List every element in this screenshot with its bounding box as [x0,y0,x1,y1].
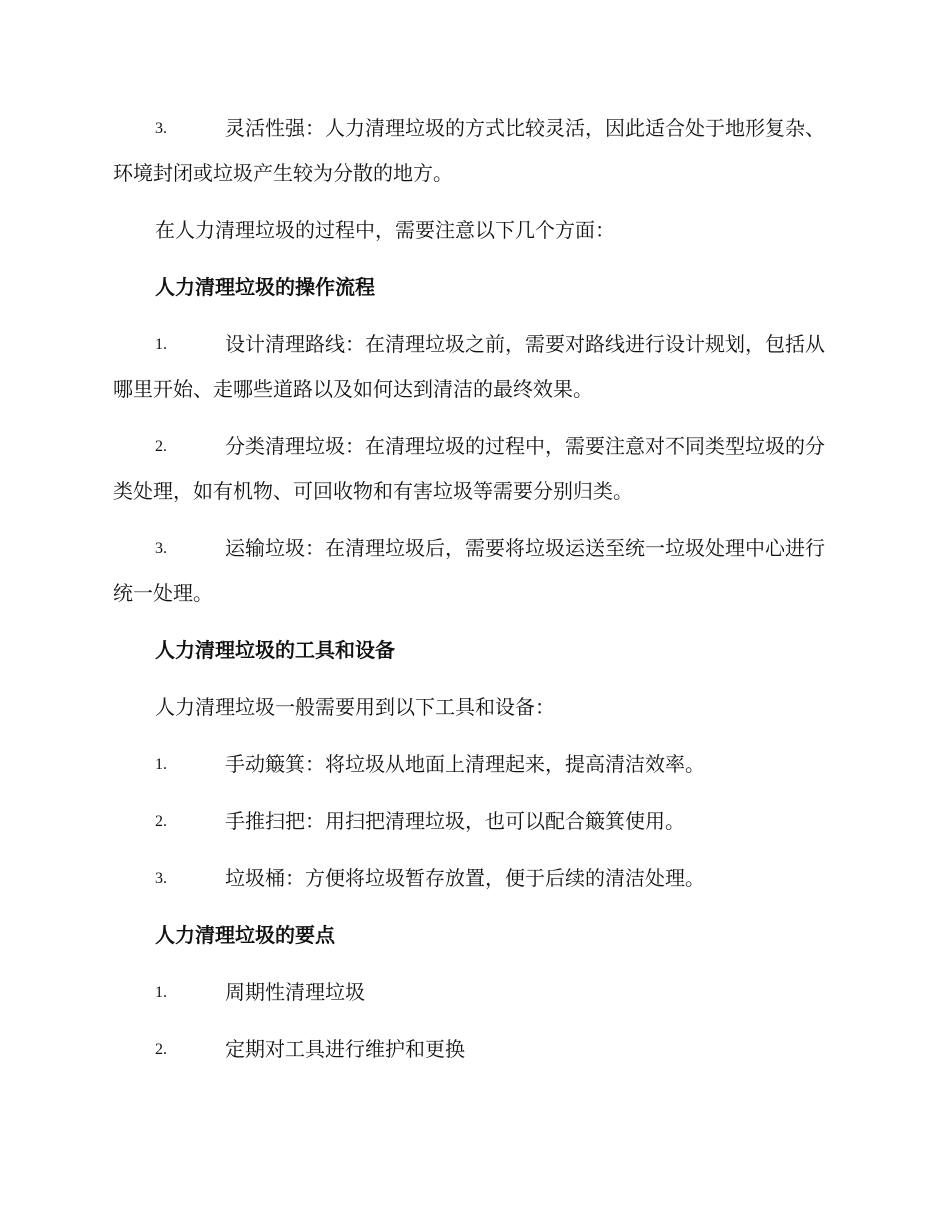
list-item-text: 垃圾桶：方便将垃圾暂存放置，便于后续的清洁处理。 [225,866,705,890]
list-number: 1. [155,336,167,353]
list-number: 2. [155,813,167,830]
list-item [113,526,835,616]
list-item-text: 运输垃圾：在清理垃圾后，需要将垃圾运送至统一垃圾处理中心进行统一处理。 [113,536,825,605]
list-item [113,970,835,1015]
paragraph: 在人力清理垃圾的过程中，需要注意以下几个方面： [155,218,615,242]
list-item-text: 手动簸箕：将垃圾从地面上清理起来，提高清洁效率。 [225,752,705,776]
list-number: 1. [155,756,167,773]
list-number: 3. [155,540,167,557]
list-item-text: 设计清理路线：在清理垃圾之前，需要对路线进行设计规划，包括从哪里开始、走哪些道路以及如何达到清洁的最终效果。 [113,332,825,401]
section-heading: 人力清理垃圾的工具和设备 [155,638,395,662]
list-item-text: 手推扫把：用扫把清理垃圾，也可以配合簸箕使用。 [225,809,685,833]
list-item-text: 灵活性强：人力清理垃圾的方式比较灵活，因此适合处于地形复杂、环境封闭或垃圾产生较为分散的地方。 [113,116,825,185]
section-heading: 人力清理垃圾的要点 [155,923,335,947]
list-number: 3. [155,120,167,137]
list-item-text: 定期对工具进行维护和更换 [225,1037,465,1061]
list-item [113,322,835,412]
list-number: 2. [155,1041,167,1058]
list-number: 2. [155,438,167,455]
list-item [113,742,835,787]
list-item-text: 分类清理垃圾：在清理垃圾的过程中，需要注意对不同类型垃圾的分类处理，如有机物、可回收物和有害垃圾等需要分别归类。 [113,434,825,503]
section-heading: 人力清理垃圾的操作流程 [155,275,375,299]
list-item [113,799,835,844]
document-body [113,106,835,1084]
list-item [113,856,835,901]
list-number: 1. [155,984,167,1001]
list-item-text: 周期性清理垃圾 [225,980,365,1004]
list-number: 3. [155,870,167,887]
paragraph: 人力清理垃圾一般需要用到以下工具和设备： [155,695,555,719]
list-item [113,1027,835,1072]
list-item [113,106,835,196]
list-item [113,424,835,514]
